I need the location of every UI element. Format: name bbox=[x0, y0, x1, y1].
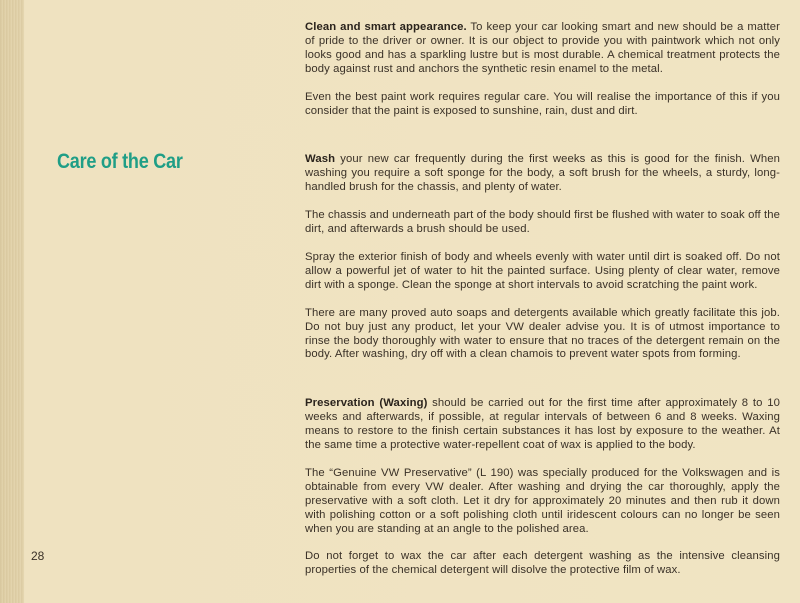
page-number: 28 bbox=[31, 549, 45, 563]
page-title: Care of the Car bbox=[57, 150, 183, 173]
paragraph-body: should be carried out for the first time after approximately 8 to 10 weeks and afterwards, if possible, at regular intervals of between 6 and 8 weeks. Waxing means to restore to the finish certain substances it has lost by exposure to the weather. At the same time a protective water-repellent coat of wax is applied to the body. bbox=[305, 397, 780, 452]
text-column bbox=[305, 21, 780, 578]
paragraph-body: There are many proved auto soaps and detergents available which greatly facilitate this job. Do not buy just any product, let your VW dealer advise you. It is of utmost importance to rinse the body thoroughly with water to ensure that no traces of the detergent remain on the body. After washing, dry off with a clean chamois to prevent water spots from forming. bbox=[305, 306, 780, 361]
paragraph-lead: Wash bbox=[305, 153, 336, 166]
paragraph-body: Spray the exterior finish of body and wheels evenly with water until dirt is soaked off. Do not allow a powerful jet of water to hit the painted surface. Using plenty of clear water, remove dirt with a sponge. Clean the sponge at short intervals to avoid scratching the paint work. bbox=[305, 250, 780, 291]
paragraph-chassis bbox=[305, 209, 780, 237]
paragraph-wash bbox=[305, 153, 780, 195]
paragraph-body: Do not forget to wax the car after each detergent washing as the intensive cleansing properties of the chemical detergent will disolve the protective film of wax. bbox=[305, 550, 780, 577]
paragraph-body: your new car frequently during the first weeks as this is good for the finish. When washing you require a soft sponge for the body, a soft brush for the wheels, a sturdy, long-handled brush for the chassis, and plenty of water. bbox=[305, 153, 780, 194]
paragraph-wax-reminder bbox=[305, 550, 780, 578]
paragraph-spray bbox=[305, 251, 780, 293]
paragraph-lead: Clean and smart appearance. bbox=[305, 21, 467, 33]
paragraph-preservation bbox=[305, 397, 780, 453]
paragraph-paint-care bbox=[305, 91, 780, 119]
paragraph-body: To keep your car looking smart and new should be a matter of pride to the driver or owner. It is our object to provide you with paintwork which not only looks good and has a sparkling lustre but is most durable. A chemical treatment protects the body against rust and anchors the synthetic resin enamel to the metal. bbox=[305, 21, 781, 75]
paragraph-lead: Preservation (Waxing) bbox=[305, 397, 428, 410]
paragraph-detergents bbox=[305, 307, 780, 363]
paragraph-body: Even the best paint work requires regular care. You will realise the importance of this if you consider that the paint is exposed to sunshine, rain, dust and dirt. bbox=[305, 90, 780, 117]
paragraph-genuine-preservative bbox=[305, 467, 780, 537]
paragraph-clean-appearance bbox=[305, 21, 780, 77]
book-binding bbox=[0, 0, 24, 603]
paragraph-body: The “Genuine VW Preservative” (L 190) was specially produced for the Volkswagen and is obtainable from every VW dealer. After washing and drying the car thoroughly, apply the preservative with a soft cloth. Let it dry for approximately 20 minutes and then rub it down with polishing cotton or a soft polishing cloth until iridescent colours can no longer be seen when you are standing at an angle to the polished area. bbox=[305, 466, 780, 535]
paragraph-body: The chassis and underneath part of the body should first be flushed with water to soak off the dirt, and afterwards a brush should be used. bbox=[305, 209, 780, 236]
